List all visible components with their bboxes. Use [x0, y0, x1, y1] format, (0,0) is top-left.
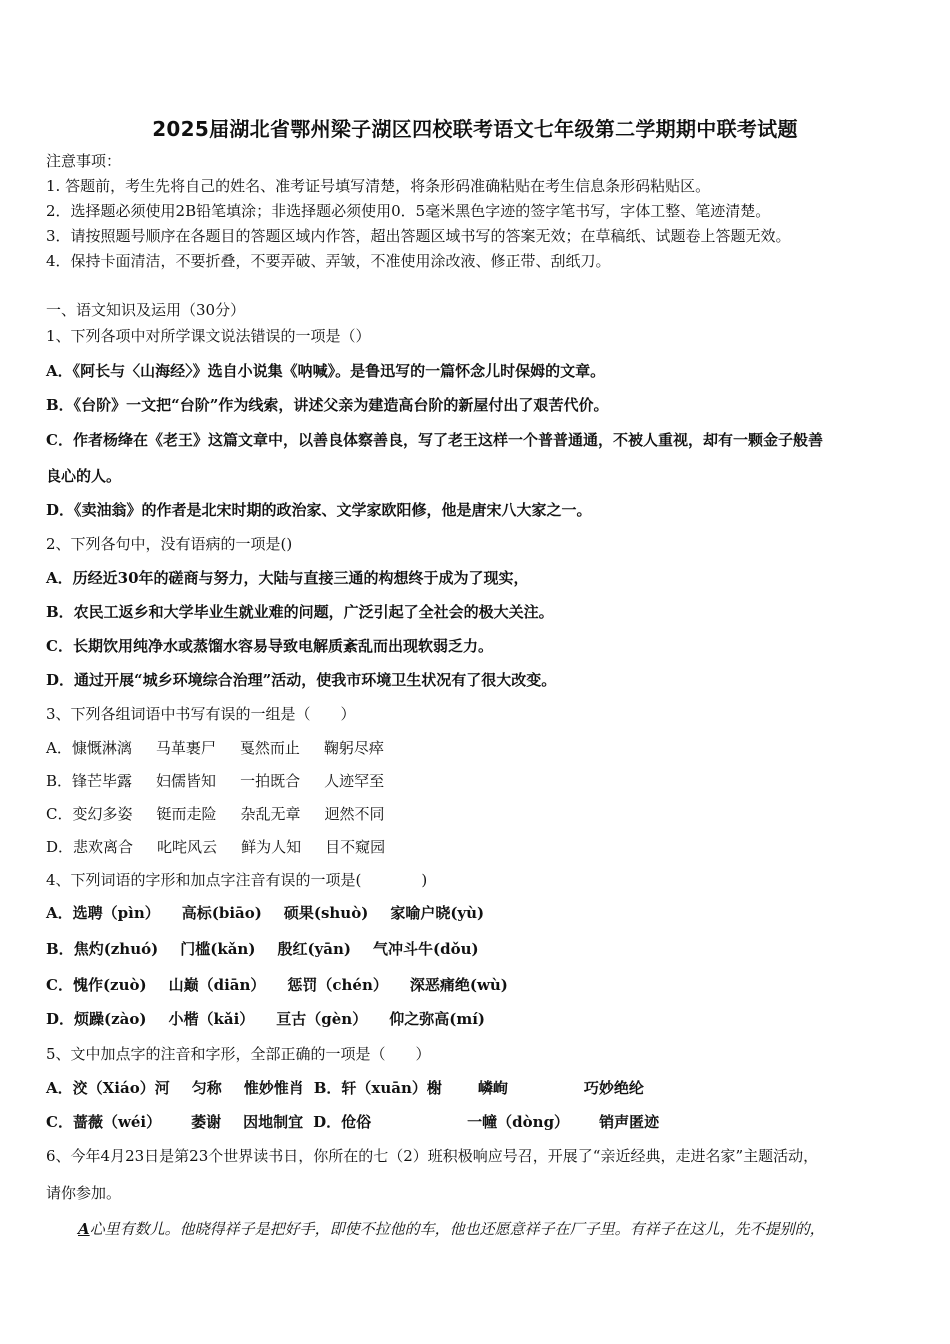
- word: 叱咤风云: [157, 838, 218, 856]
- word: 伧俗: [341, 1113, 372, 1131]
- option-label: C．: [46, 976, 73, 994]
- question-2-option-b: B．农民工返乡和大学毕业生就业难的问题，广泛引起了全社会的极大关注。: [46, 603, 554, 621]
- word: 选聘（pìn）: [72, 904, 160, 922]
- word: 马革裹尸: [155, 739, 216, 757]
- word: 愧作(zuò): [72, 976, 147, 994]
- page-title: 2025届湖北省鄂州梁子湖区四校联考语文七年级第二学期期中联考试题: [152, 117, 798, 141]
- question-1-option-b: B．《台阶》一文把“台阶”作为线索，讲述父亲为建造高台阶的新屋付出了艰苦代价。: [46, 396, 609, 414]
- reading-passage: [78, 1218, 825, 1240]
- question-4-stem: 4、下列词语的字形和加点字注音有误的一项是( ): [46, 871, 428, 889]
- word: 因地制宜: [243, 1113, 304, 1131]
- question-1-stem: 1、下列各项中对所学课文说法错误的一项是（）: [46, 327, 371, 345]
- word: 门槛(kǎn): [180, 940, 256, 958]
- question-6-stem: 6、今年4月23日是第23个世界读书日，你所在的七（2）班积极响应号召，开展了“亲近经典，走进名家”主题活动，: [46, 1147, 819, 1165]
- word: 烦躁(zào): [74, 1010, 147, 1028]
- word: 洨（Xiáo）河: [72, 1079, 170, 1097]
- word: 杂乱无章: [240, 805, 301, 823]
- passage-mark: A: [78, 1220, 90, 1238]
- passage-text: 心里有数儿。他晓得祥子是把好手，即使不拉他的车，他也还愿意祥子在厂子里。有祥子在这儿，先不提别的，: [89, 1220, 825, 1238]
- question-2-stem: 2、下列各句中，没有语病的一项是(): [46, 535, 293, 553]
- question-4-option-b: [46, 938, 501, 960]
- word: 变幻多姿: [72, 805, 133, 823]
- question-5-row-1: [46, 1077, 644, 1099]
- word: 人迹罕至: [324, 772, 385, 790]
- word: 目不窥园: [325, 838, 386, 856]
- word: 惟妙惟肖: [243, 1079, 304, 1097]
- question-3-option-c: [46, 803, 409, 825]
- question-3-stem: 3、下列各组词语中书写有误的一组是（ ）: [46, 705, 356, 723]
- notice-item: 2．选择题必须使用2B铅笔填涂；非选择题必须使用0．5毫米黑色字迹的签字笔书写，字体工整、笔迹清楚。: [46, 202, 771, 220]
- option-label: D．: [46, 838, 74, 856]
- option-label: B．: [313, 1079, 342, 1097]
- word: 妇儒皆知: [156, 772, 217, 790]
- option-label: C．: [46, 805, 73, 823]
- notice-heading: 注意事项：: [46, 152, 122, 170]
- word: 焦灼(zhuó): [73, 940, 159, 958]
- option-label: C．: [46, 1113, 73, 1131]
- notice-item: 3．请按照题号顺序在各题目的答题区域内作答，超出答题区域书写的答案无效；在草稿纸、试题卷上答题无效。: [46, 227, 791, 245]
- question-2-option-d: D．通过开展“城乡环境综合治理”活动，使我市环境卫生状况有了很大改变。: [46, 671, 557, 689]
- word: 仰之弥高(mí): [389, 1010, 485, 1028]
- word: 轩（xuān）榭: [341, 1079, 442, 1097]
- word: 鲜为人知: [241, 838, 302, 856]
- word: 销声匿迹: [599, 1113, 660, 1131]
- word: 迥然不同: [324, 805, 385, 823]
- word: 萎谢: [191, 1113, 222, 1131]
- word: 亘古（gèn）: [276, 1010, 368, 1028]
- word: 锋芒毕露: [72, 772, 133, 790]
- option-label: A．: [46, 739, 72, 757]
- word: 家喻户晓(yù): [390, 904, 485, 922]
- word: 匀称: [191, 1079, 222, 1097]
- word: 嶙峋: [477, 1079, 508, 1097]
- option-label: A．: [46, 1079, 73, 1097]
- question-3-option-b: [46, 770, 408, 792]
- question-4-option-a: [46, 902, 506, 924]
- question-4-option-c: [46, 974, 530, 996]
- word: 一拍既合: [240, 772, 301, 790]
- question-2-option-a: A．历经近30年的磋商与努力，大陆与直接三通的构想终于成为了现实，: [46, 569, 529, 587]
- question-2-option-c: C．长期饮用纯净水或蒸馏水容易导致电解质紊乱而出现软弱乏力。: [46, 637, 493, 655]
- question-1-option-c: C．作者杨绛在《老王》这篇文章中，以善良体察善良，写了老王这样一个普普通通，不被人重视，却有一颗金子般善: [46, 431, 823, 449]
- word: 硕果(shuò): [283, 904, 369, 922]
- question-3-option-a: [46, 737, 408, 759]
- option-label: D．: [46, 1010, 75, 1028]
- word: 惩罚（chén）: [287, 976, 388, 994]
- section-heading: 一、语文知识及运用（30分）: [46, 301, 246, 319]
- option-label: D．: [313, 1113, 342, 1131]
- question-1-option-d: D．《卖油翁》的作者是北宋时期的政治家、文学家欧阳修，他是唐宋八大家之一。: [46, 501, 592, 519]
- word: 戛然而止: [239, 739, 300, 757]
- option-label: A．: [46, 904, 73, 922]
- word: 蔷薇（wéi）: [72, 1113, 162, 1131]
- word: 殷红(yān): [277, 940, 351, 958]
- option-label: B．: [46, 772, 73, 790]
- question-4-option-d: [46, 1008, 507, 1030]
- question-6-stem-cont: 请你参加。: [46, 1184, 122, 1202]
- question-5-stem: 5、文中加点字的注音和字形，全部正确的一项是（ ）: [46, 1045, 431, 1063]
- question-1-option-a: A．《阿长与〈山海经〉》选自小说集《呐喊》。是鲁迅写的一篇怀念儿时保姆的文章。: [46, 362, 606, 380]
- word: 悲欢离合: [73, 838, 134, 856]
- word: 山巅（diān）: [168, 976, 266, 994]
- notice-item: 1. 答题前，考生先将自己的姓名、准考证号填写清楚，将条形码准确粘贴在考生信息条形码粘贴区。: [46, 177, 711, 195]
- question-3-option-d: [46, 836, 409, 858]
- word: 气冲斗牛(dǒu): [372, 940, 479, 958]
- word: 一幢（dòng）: [467, 1113, 570, 1131]
- word: 巧妙绝纶: [583, 1079, 644, 1097]
- option-label: B．: [46, 940, 74, 958]
- word: 慷慨淋漓: [71, 739, 132, 757]
- word: 小楷（kǎi）: [168, 1010, 255, 1028]
- question-1-option-c-cont: 良心的人。: [46, 467, 122, 485]
- word: 深恶痛绝(wù): [409, 976, 508, 994]
- word: 鞠躬尽瘁: [323, 739, 384, 757]
- word: 铤而走险: [156, 805, 217, 823]
- question-5-row-2: [46, 1111, 659, 1133]
- notice-item: 4．保持卡面清洁，不要折叠，不要弄破、弄皱，不准使用涂改液、修正带、刮纸刀。: [46, 252, 611, 270]
- word: 高标(biāo): [181, 904, 262, 922]
